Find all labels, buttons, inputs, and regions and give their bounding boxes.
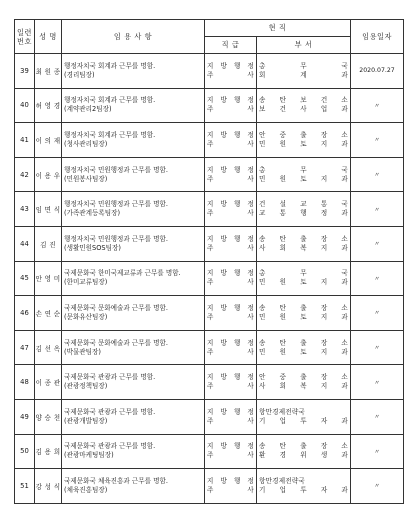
grade-line2: 주 사 — [207, 70, 254, 79]
department-cell — [257, 365, 351, 400]
grade-cell — [205, 434, 257, 469]
appointment-cell — [62, 296, 205, 331]
serial-number-cell: 44 — [15, 226, 35, 261]
grade-cell — [205, 399, 257, 434]
table-row — [15, 226, 404, 261]
appointment-line1: 국제문화국 체육진흥과 근무를 명함. — [64, 476, 168, 485]
table-row — [15, 157, 404, 192]
department-line1: 송 탄 출 장 소 — [259, 338, 349, 347]
grade-cell — [205, 123, 257, 158]
appointment-line1: 행정자치국 회계과 근무를 명함. — [64, 61, 156, 70]
name-cell: 이 의 재 — [35, 123, 62, 158]
appointment-line2: (한미교류팀장) — [64, 278, 108, 287]
name-cell: 양 승 천 — [35, 399, 62, 434]
date-cell: 〃 — [351, 296, 404, 331]
department-line2: 기 업 투 자 과 — [259, 485, 349, 494]
department-line1: 총 무 국 — [259, 165, 349, 174]
grade-line2: 주 사 — [207, 485, 254, 494]
grade-cell — [205, 226, 257, 261]
header-serial-number-line1: 일련 — [17, 27, 32, 37]
department-line2: 민 원 토 지 과 — [259, 174, 349, 183]
appointment-line1: 행정자치국 회계과 근무를 명함. — [64, 130, 156, 139]
department-line2: 사 회 복 지 과 — [259, 243, 349, 252]
table-row — [15, 88, 404, 123]
grade-cell — [205, 157, 257, 192]
department-cell — [257, 434, 351, 469]
date-cell: 〃 — [351, 192, 404, 227]
appointment-table — [14, 19, 404, 504]
department-line1: 송 탄 출 장 소 — [259, 442, 349, 451]
department-cell — [257, 157, 351, 192]
appointment-cell — [62, 399, 205, 434]
date-cell: 〃 — [351, 88, 404, 123]
appointment-cell — [62, 88, 205, 123]
table-row — [15, 469, 404, 504]
appointment-line2: (가족관계등록팀장) — [64, 209, 121, 218]
name-cell: 손 연 순 — [35, 296, 62, 331]
grade-line2: 주 사 — [207, 139, 254, 148]
date-cell: 〃 — [351, 469, 404, 504]
grade-line1: 지 방 행 정 — [207, 407, 254, 416]
date-cell: 〃 — [351, 123, 404, 158]
name-cell: 강 성 식 — [35, 469, 62, 504]
appointment-line2: (체육진흥팀장) — [64, 485, 108, 494]
grade-line2: 주 사 — [207, 451, 254, 460]
date-cell: 〃 — [351, 330, 404, 365]
serial-number-cell: 46 — [15, 296, 35, 331]
department-line1: 총 무 국 — [259, 269, 349, 278]
grade-line1: 지 방 행 정 — [207, 61, 254, 70]
department-line1: 안 중 출 장 소 — [259, 130, 349, 139]
grade-line2: 주 사 — [207, 105, 254, 114]
table-row — [15, 296, 404, 331]
appointment-line1: 국제문화국 한미국제교류과 근무를 명함. — [64, 269, 181, 278]
serial-number-cell: 51 — [15, 469, 35, 504]
appointment-cell — [62, 469, 205, 504]
table-row — [15, 123, 404, 158]
grade-line2: 주 사 — [207, 312, 254, 321]
appointment-cell — [62, 365, 205, 400]
appointment-line2: (생활민원SOS팀장) — [64, 243, 121, 252]
department-line2: 민 원 토 지 과 — [259, 347, 349, 356]
table-row — [15, 365, 404, 400]
grade-cell — [205, 330, 257, 365]
appointment-cell — [62, 226, 205, 261]
appointment-line1: 국제문화국 관광과 근무를 명함. — [64, 373, 156, 382]
serial-number-cell: 42 — [15, 157, 35, 192]
name-cell: 최 원 종 — [35, 54, 62, 89]
grade-line2: 주 사 — [207, 416, 254, 425]
date-cell: 〃 — [351, 261, 404, 296]
grade-line1: 지 방 행 정 — [207, 96, 254, 105]
department-cell — [257, 54, 351, 89]
table-row — [15, 330, 404, 365]
name-cell: 김 선 옥 — [35, 330, 62, 365]
department-cell — [257, 296, 351, 331]
department-cell — [257, 399, 351, 434]
grade-line1: 지 방 행 정 — [207, 442, 254, 451]
table-row — [15, 192, 404, 227]
date-cell: 〃 — [351, 434, 404, 469]
table-body — [15, 54, 404, 504]
grade-cell — [205, 365, 257, 400]
table-row — [15, 261, 404, 296]
grade-cell — [205, 296, 257, 331]
grade-cell — [205, 54, 257, 89]
grade-cell — [205, 192, 257, 227]
appointment-cell — [62, 434, 205, 469]
appointment-cell — [62, 54, 205, 89]
department-line2: 회 계 과 — [259, 70, 349, 79]
name-cell: 이 용 우 — [35, 157, 62, 192]
appointment-line2: (경리팀장) — [64, 70, 95, 79]
department-line2: 교 통 행 정 과 — [259, 209, 349, 218]
appointment-cell — [62, 157, 205, 192]
department-cell — [257, 123, 351, 158]
department-line2: 기 업 투 자 과 — [259, 416, 349, 425]
grade-line2: 주 사 — [207, 278, 254, 287]
header-appointment-date: 임용일자 — [351, 20, 404, 54]
header-serial-number — [15, 20, 35, 54]
appointment-line1: 행정자치국 회계과 근무를 명함. — [64, 96, 156, 105]
name-cell: 허 영 경 — [35, 88, 62, 123]
appointment-line2: (관광개발팀장) — [64, 416, 108, 425]
date-cell: 〃 — [351, 365, 404, 400]
appointment-line1: 국제문화국 문화예술과 근무를 명함. — [64, 303, 168, 312]
serial-number-cell: 45 — [15, 261, 35, 296]
department-cell — [257, 469, 351, 504]
department-line2: 민 원 토 지 과 — [259, 278, 349, 287]
department-line2: 보 건 사 업 과 — [259, 105, 349, 114]
appointment-line1: 행정자치국 민원행정과 근무를 명함. — [64, 234, 168, 243]
department-line2: 환 경 위 생 과 — [259, 451, 349, 460]
header-appointment: 임 용 사 항 — [62, 20, 205, 54]
name-cell: 김 용 희 — [35, 434, 62, 469]
appointment-line2: (민원봉사팀장) — [64, 174, 108, 183]
grade-line1: 지 방 행 정 — [207, 373, 254, 382]
appointment-line2: (청사관리팀장) — [64, 139, 108, 148]
name-cell: 김 진 — [35, 226, 62, 261]
appointment-cell — [62, 330, 205, 365]
appointment-line1: 국제문화국 관광과 근무를 명함. — [64, 407, 156, 416]
grade-line1: 지 방 행 정 — [207, 338, 254, 347]
appointment-line1: 국제문화국 관광과 근무를 명함. — [64, 442, 156, 451]
grade-cell — [205, 469, 257, 504]
header-department: 부 서 — [257, 37, 351, 54]
department-line2: 민 원 토 지 과 — [259, 312, 349, 321]
appointment-table-sheet — [14, 19, 403, 504]
grade-cell — [205, 261, 257, 296]
header-row-top — [15, 20, 404, 37]
name-cell: 이 종 관 — [35, 365, 62, 400]
department-line1: 송 탄 출 장 소 — [259, 234, 349, 243]
department-line2: 민 원 토 지 과 — [259, 139, 349, 148]
appointment-line2: (관광정책팀장) — [64, 382, 108, 391]
name-cell: 임 면 식 — [35, 192, 62, 227]
appointment-line1: 국제문화국 문화예술과 근무를 명함. — [64, 338, 168, 347]
grade-line1: 지 방 행 정 — [207, 303, 254, 312]
department-cell — [257, 88, 351, 123]
appointment-cell — [62, 261, 205, 296]
name-cell: 안 영 미 — [35, 261, 62, 296]
appointment-cell — [62, 192, 205, 227]
department-line1: 항만경제전략국 — [259, 407, 305, 416]
serial-number-cell: 40 — [15, 88, 35, 123]
grade-line1: 지 방 행 정 — [207, 269, 254, 278]
appointment-line2: (박물관팀장) — [64, 347, 101, 356]
table-row — [15, 434, 404, 469]
grade-line1: 지 방 행 정 — [207, 476, 254, 485]
department-cell — [257, 226, 351, 261]
department-cell — [257, 192, 351, 227]
appointment-line1: 행정자치국 민원행정과 근무를 명함. — [64, 200, 168, 209]
department-cell — [257, 261, 351, 296]
grade-line1: 지 방 행 정 — [207, 200, 254, 209]
table-row — [15, 399, 404, 434]
appointment-cell — [62, 123, 205, 158]
appointment-line2: (관광마케팅팀장) — [64, 451, 114, 460]
grade-line2: 주 사 — [207, 243, 254, 252]
department-line1: 총 무 국 — [259, 61, 349, 70]
grade-line1: 지 방 행 정 — [207, 130, 254, 139]
grade-line1: 지 방 행 정 — [207, 165, 254, 174]
grade-line2: 주 사 — [207, 174, 254, 183]
serial-number-cell: 43 — [15, 192, 35, 227]
department-line1: 송 탄 보 건 소 — [259, 96, 349, 105]
date-cell: 〃 — [351, 399, 404, 434]
department-line1: 항만경제전략국 — [259, 476, 305, 485]
department-line2: 사 회 복 지 과 — [259, 382, 349, 391]
department-cell — [257, 330, 351, 365]
serial-number-cell: 49 — [15, 399, 35, 434]
grade-line2: 주 사 — [207, 209, 254, 218]
department-line1: 건 설 교 통 국 — [259, 200, 349, 209]
header-name: 성 명 — [35, 20, 62, 54]
serial-number-cell: 41 — [15, 123, 35, 158]
serial-number-cell: 47 — [15, 330, 35, 365]
appointment-line2: (문화유산팀장) — [64, 312, 108, 321]
grade-line2: 주 사 — [207, 347, 254, 356]
appointment-line2: (계약관리2팀장) — [64, 105, 112, 114]
date-cell: 〃 — [351, 226, 404, 261]
serial-number-cell: 39 — [15, 54, 35, 89]
grade-cell — [205, 88, 257, 123]
header-current-position: 현 직 — [205, 20, 351, 37]
department-line1: 송 탄 출 장 소 — [259, 303, 349, 312]
grade-line1: 지 방 행 정 — [207, 234, 254, 243]
appointment-line1: 행정자치국 민원행정과 근무를 명함. — [64, 165, 168, 174]
department-line1: 안 중 출 장 소 — [259, 373, 349, 382]
header-serial-number-line2: 번호 — [17, 36, 32, 46]
grade-line2: 주 사 — [207, 382, 254, 391]
date-cell: 2020.07.27 — [351, 54, 404, 89]
serial-number-cell: 50 — [15, 434, 35, 469]
date-cell: 〃 — [351, 157, 404, 192]
serial-number-cell: 48 — [15, 365, 35, 400]
table-row — [15, 54, 404, 89]
header-grade: 직 급 — [205, 37, 257, 54]
